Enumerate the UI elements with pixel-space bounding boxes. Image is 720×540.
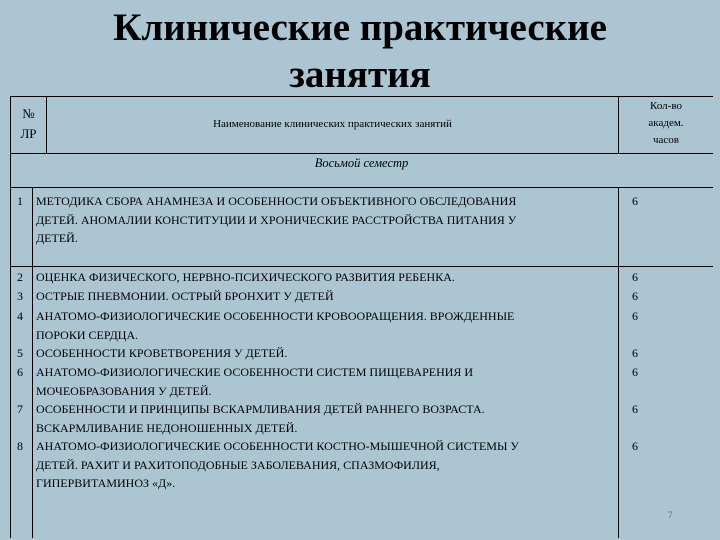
row-title bbox=[36, 268, 616, 287]
row-number: 1 bbox=[17, 194, 23, 208]
header-name: Наименование клинических практических занятий bbox=[213, 118, 452, 130]
row-title-line: ДЕТЕЙ. АНОМАЛИИ КОНСТИТУЦИИ И ХРОНИЧЕСКИЕ РАССТРОЙСТВА ПИТАНИЯ У bbox=[36, 212, 517, 227]
row-title-line: ОСОБЕННОСТИ КРОВЕТВОРЕНИЯ У ДЕТЕЙ. bbox=[36, 346, 288, 360]
header-hours-line3: часов bbox=[653, 134, 679, 146]
row-number: 6 bbox=[17, 365, 23, 379]
row-hours: 6 bbox=[632, 402, 638, 416]
row-number: 3 bbox=[17, 289, 23, 303]
header-hours-line1: Кол-во bbox=[650, 100, 682, 112]
table-border-top bbox=[10, 96, 713, 97]
num-col-divider-body bbox=[32, 187, 33, 538]
semester-divider bbox=[10, 187, 713, 188]
row-hours: 6 bbox=[632, 439, 638, 453]
row-hours: 6 bbox=[632, 270, 638, 284]
row-number: 2 bbox=[17, 270, 23, 284]
row-title bbox=[36, 307, 616, 344]
header-divider bbox=[10, 153, 713, 154]
row-title-line: ДЕТЕЙ. РАХИТ И РАХИТОПОДОБНЫЕ ЗАБОЛЕВАНИЯ, СПАЗМОФИЛИЯ, bbox=[36, 457, 440, 472]
row1-divider bbox=[10, 266, 713, 267]
row-title bbox=[36, 287, 616, 306]
header-hours-cell bbox=[619, 98, 713, 149]
row-title-line: ПОРОКИ СЕРДЦА. bbox=[36, 327, 139, 342]
row-title bbox=[36, 344, 616, 363]
row-number: 8 bbox=[17, 439, 23, 453]
row-title-line: АНАТОМО-ФИЗИОЛОГИЧЕСКИЕ ОСОБЕННОСТИ КРОВООРАЩЕНИЯ. ВРОЖДЕННЫЕ bbox=[36, 309, 515, 323]
row-title-line: ОСОБЕННОСТИ И ПРИНЦИПЫ ВСКАРМЛИВАНИЯ ДЕТЕЙ РАННЕГО ВОЗРАСТА. bbox=[36, 402, 485, 416]
row-title-line: ВСКАРМЛИВАНИЕ НЕДОНОШЕННЫХ ДЕТЕЙ. bbox=[36, 420, 298, 435]
slide-title bbox=[0, 4, 720, 98]
row-title-line: МЕТОДИКА СБОРА АНАМНЕЗА И ОСОБЕННОСТИ ОБЪЕКТИВНОГО ОБСЛЕДОВАНИЯ bbox=[36, 194, 517, 208]
semester-label: Восьмой семестр bbox=[314, 156, 409, 170]
title-line-1: Клинические практические bbox=[113, 6, 607, 49]
header-num-line2: ЛР bbox=[20, 126, 37, 141]
row-title-line: АНАТОМО-ФИЗИОЛОГИЧЕСКИЕ ОСОБЕННОСТИ СИСТЕМ ПИЩЕВАРЕНИЯ И bbox=[36, 365, 474, 379]
row-title bbox=[36, 437, 616, 493]
row-title-line: ДЕТЕЙ. bbox=[36, 231, 78, 245]
row-hours: 6 bbox=[632, 365, 638, 379]
lessons-table bbox=[10, 96, 713, 538]
row-title-line: ГИПЕРВИТАМИНОЗ «Д». bbox=[36, 476, 176, 490]
hours-col-divider-body bbox=[618, 187, 619, 538]
row-hours: 6 bbox=[632, 289, 638, 303]
row-title bbox=[36, 363, 616, 400]
header-num-cell bbox=[11, 104, 46, 144]
row-title bbox=[36, 400, 616, 437]
page-number: 7 bbox=[668, 510, 673, 520]
row-title-line: ОСТРЫЕ ПНЕВМОНИИ. ОСТРЫЙ БРОНХИТ У ДЕТЕЙ bbox=[36, 289, 334, 303]
row-title bbox=[36, 192, 616, 248]
header-hours-line2: академ. bbox=[648, 117, 684, 129]
row-hours: 6 bbox=[632, 346, 638, 360]
row-title-line: МОЧЕОБРАЗОВАНИЯ У ДЕТЕЙ. bbox=[36, 383, 212, 398]
row-number: 4 bbox=[17, 309, 23, 323]
row-number: 7 bbox=[17, 402, 23, 416]
row-title-line: ОЦЕНКА ФИЗИЧЕСКОГО, НЕРВНО-ПСИХИЧЕСКОГО РАЗВИТИЯ РЕБЕНКА. bbox=[36, 270, 455, 284]
header-num-line1: № bbox=[22, 106, 35, 121]
row-hours: 6 bbox=[632, 194, 638, 208]
row-number: 5 bbox=[17, 346, 23, 360]
row-title-line: АНАТОМО-ФИЗИОЛОГИЧЕСКИЕ ОСОБЕННОСТИ КОСТНО-МЫШЕЧНОЙ СИСТЕМЫ У bbox=[36, 439, 519, 453]
row-hours: 6 bbox=[632, 309, 638, 323]
title-line-2: занятия bbox=[289, 53, 431, 96]
